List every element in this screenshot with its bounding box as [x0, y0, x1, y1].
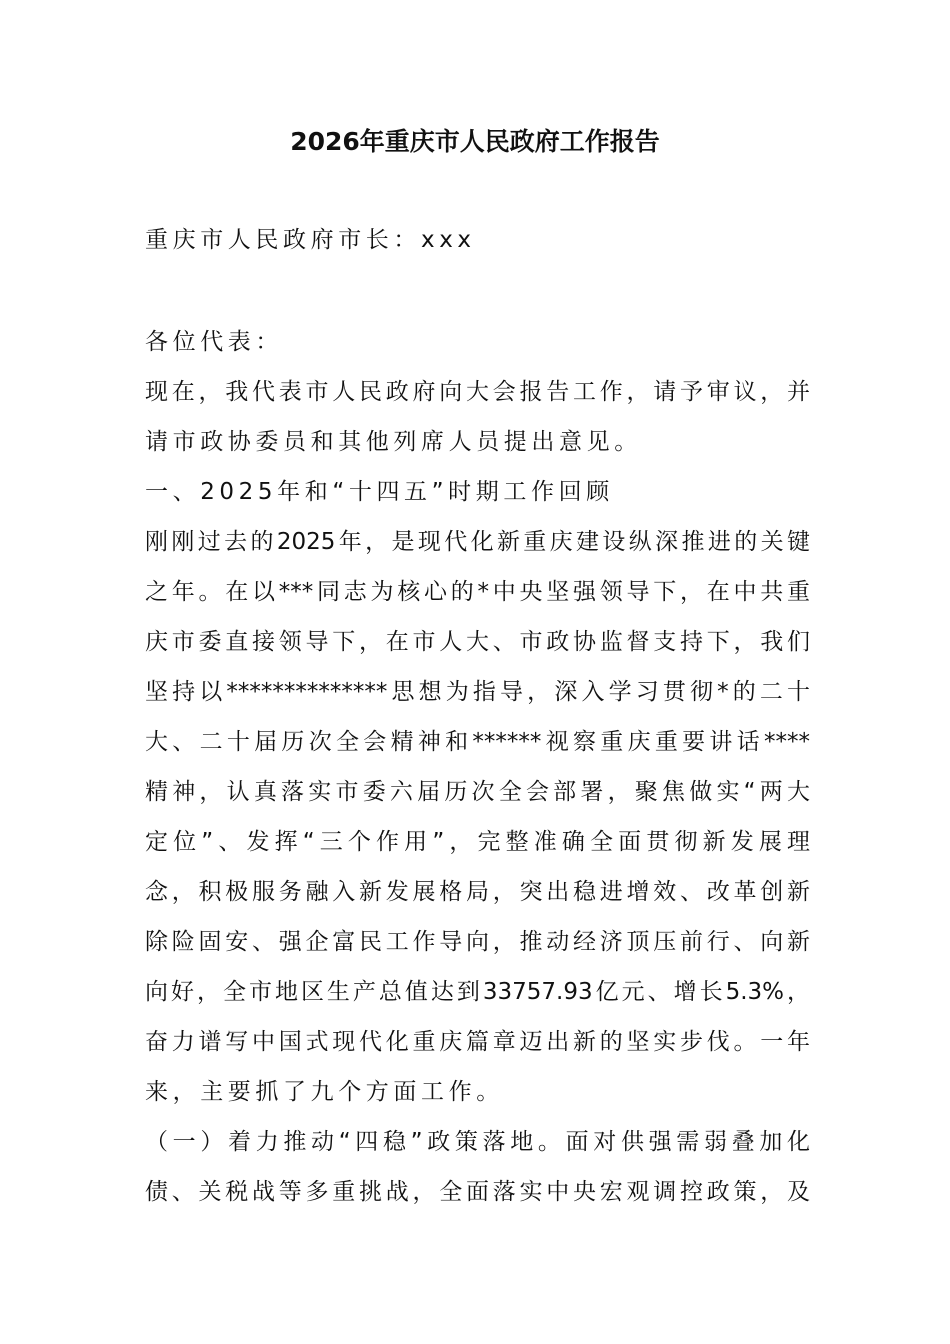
paragraph-line: 来，主要抓了九个方面工作。 — [145, 1079, 504, 1105]
section-heading: 一、2025年和“十四五”时期工作回顾 — [145, 479, 614, 505]
paragraph-line: 念，积极服务融入新发展格局，突出稳进增效、改革创新 — [145, 879, 810, 905]
paragraph-line: 请市政协委员和其他列席人员提出意见。 — [145, 429, 642, 455]
paragraph-line: 现在，我代表市人民政府向大会报告工作，请予审议，并 — [145, 379, 810, 405]
document-title: 2026年重庆市人民政府工作报告 — [290, 127, 660, 156]
paragraph-line: 刚刚过去的2025年，是现代化新重庆建设纵深推进的关键 — [145, 529, 810, 555]
paragraph-line: 精神，认真落实市委六届历次全会部署，聚焦做实“两大 — [145, 779, 810, 805]
author-line: 重庆市人民政府市长：xxx — [145, 227, 476, 253]
paragraph-line: 向好，全市地区生产总值达到33757.93亿元、增长5.3%， — [145, 979, 810, 1005]
paragraph-line: 定位”、发挥“三个作用”，完整准确全面贯彻新发展理 — [145, 829, 810, 855]
salutation: 各位代表： — [145, 329, 283, 355]
paragraph-line: 除险固安、强企富民工作导向，推动经济顶压前行、向新 — [145, 929, 810, 955]
paragraph-line: 奋力谱写中国式现代化重庆篇章迈出新的坚实步伐。一年 — [145, 1029, 810, 1055]
paragraph-line: 庆市委直接领导下，在市人大、市政协监督支持下，我们 — [145, 629, 810, 655]
paragraph-line: （一）着力推动“四稳”政策落地。面对供强需弱叠加化 — [145, 1129, 810, 1155]
paragraph-line: 之年。在以***同志为核心的*中央坚强领导下，在中共重 — [145, 579, 810, 605]
paragraph-line: 坚持以**************思想为指导，深入学习贯彻*的二十 — [145, 679, 810, 705]
paragraph-line: 大、二十届历次全会精神和******视察重庆重要讲话**** — [145, 729, 810, 755]
paragraph-line: 债、关税战等多重挑战，全面落实中央宏观调控政策，及 — [145, 1179, 810, 1205]
